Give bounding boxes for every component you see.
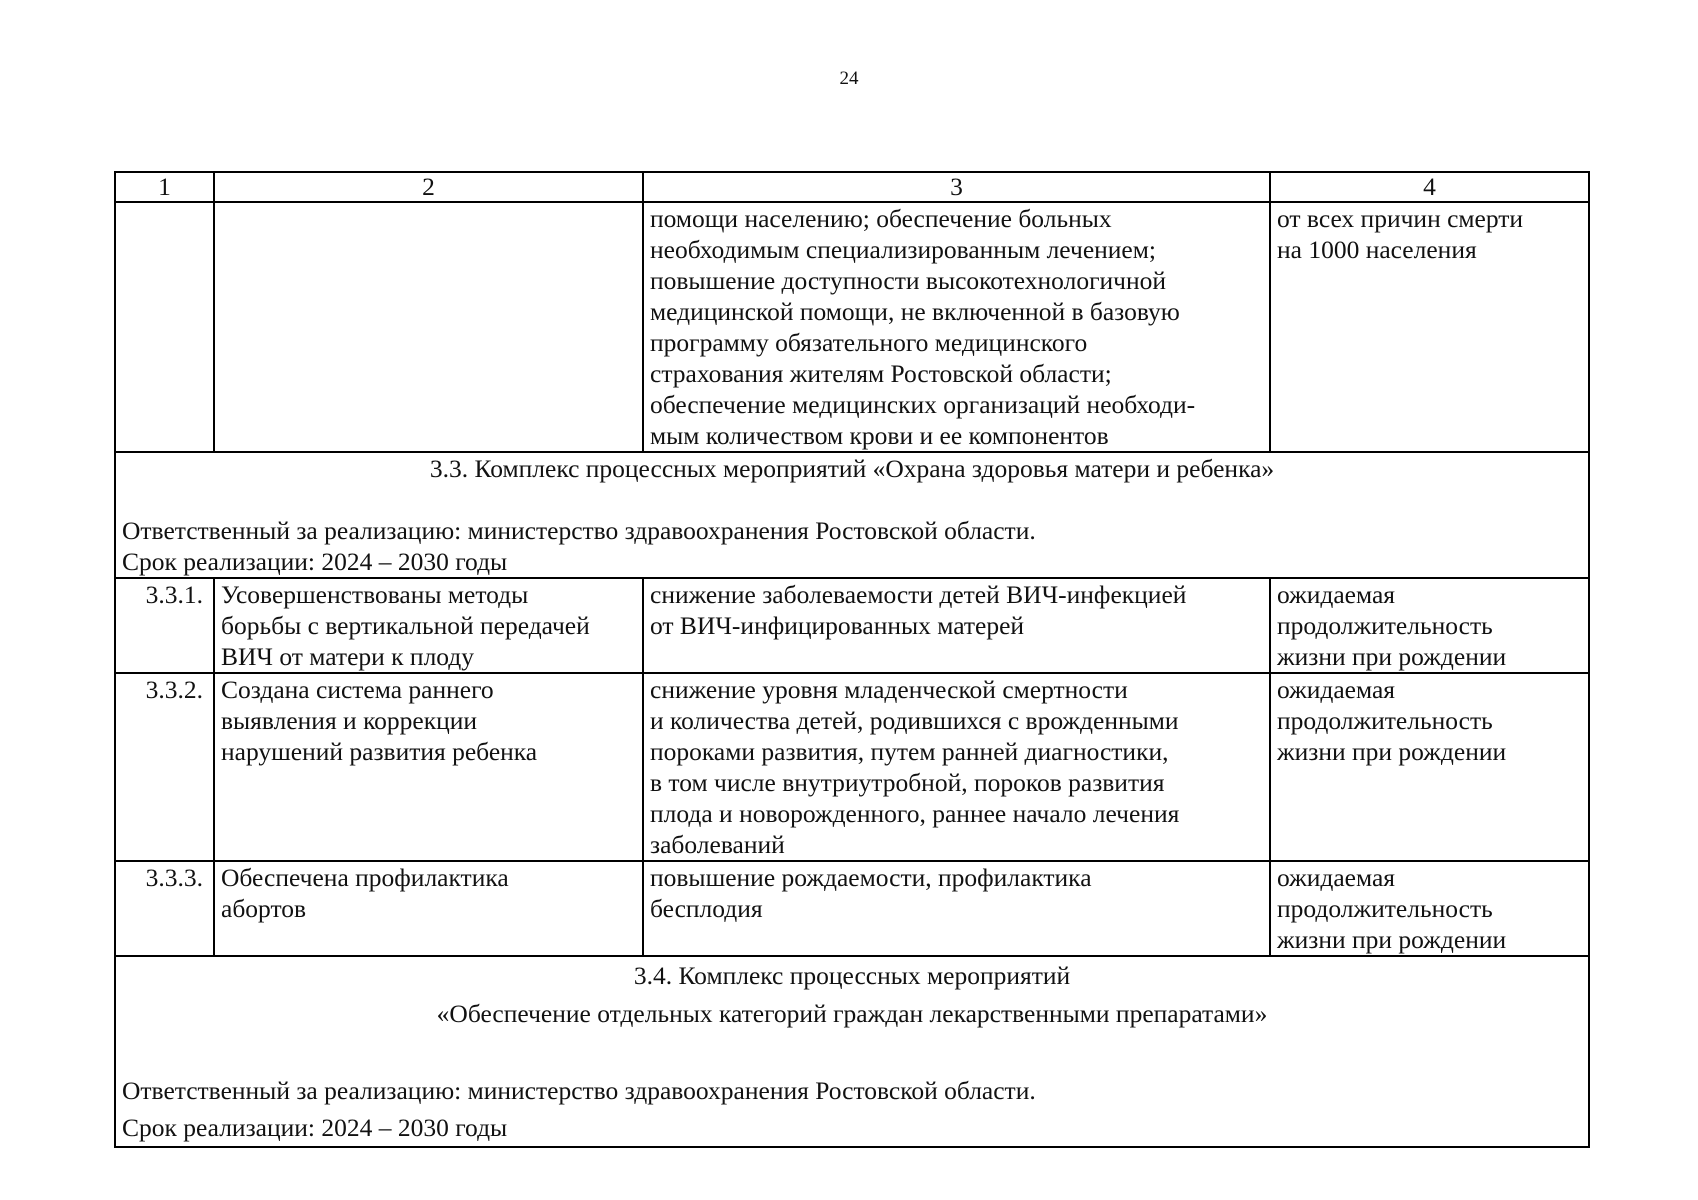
section-title: 3.4. Комплекс процессных мероприятий [633, 961, 1071, 990]
section-header-3-3 [115, 452, 1589, 578]
text-line: и количества детей, родившихся с врожденными [650, 706, 1179, 735]
section-subtitle: «Обеспечение отдельных категорий граждан лекарственными препаратами» [436, 999, 1268, 1028]
text-line: абортов [221, 894, 307, 923]
text-line: плода и новорожденного, раннее начало лечения [650, 799, 1180, 828]
text-line: ожидаемая [1277, 863, 1395, 892]
indicator-cell [1270, 578, 1589, 673]
table-row [115, 861, 1589, 956]
result-cell [214, 861, 643, 956]
text-line: борьбы с вертикальной передачей [221, 611, 590, 640]
description-cell [643, 861, 1270, 956]
text-line: заболеваний [650, 830, 785, 859]
column-number: 1 [115, 172, 214, 202]
text-line: программу обязательного медицинского [650, 328, 1088, 357]
responsible-text: Ответственный за реализацию: министерство здравоохранения Ростовской области. [122, 1076, 1036, 1105]
section-cell [115, 452, 1589, 578]
text-line: ожидаемая [1277, 580, 1395, 609]
text-line: снижение заболеваемости детей ВИЧ-инфекцией [650, 580, 1187, 609]
row-number: 3.3.1. [115, 578, 214, 673]
result-cell [214, 578, 643, 673]
text-line: от ВИЧ-инфицированных матерей [650, 611, 1025, 640]
text-line: повышение рождаемости, профилактика [650, 863, 1092, 892]
text-line: повышение доступности высокотехнологичной [650, 266, 1167, 295]
indicator-cell [1270, 673, 1589, 861]
indicator-cell [1270, 202, 1589, 452]
description-cell [643, 202, 1270, 452]
text-line: мым количеством крови и ее компонентов [650, 421, 1109, 450]
description-cell [643, 578, 1270, 673]
text-line: Усовершенствованы методы [221, 580, 529, 609]
text-line: ожидаемая [1277, 675, 1395, 704]
term-text: Срок реализации: 2024 – 2030 годы [122, 547, 508, 576]
section-title: 3.3. Комплекс процессных мероприятий «Охрана здоровья матери и ребенка» [429, 454, 1275, 483]
result-cell [214, 673, 643, 861]
section-cell [115, 956, 1589, 1147]
text-line: бесплодия [650, 894, 763, 923]
number-cell [115, 202, 214, 452]
text-line: жизни при рождении [1277, 642, 1507, 671]
row-number: 3.3.3. [115, 861, 214, 956]
responsible-text: Ответственный за реализацию: министерство здравоохранения Ростовской области. [122, 516, 1036, 545]
section-header-3-4 [115, 956, 1589, 1147]
text-line: нарушений развития ребенка [221, 737, 538, 766]
text-line: жизни при рождении [1277, 737, 1507, 766]
measures-table [114, 171, 1590, 1148]
text-line: помощи населению; обеспечение больных [650, 204, 1112, 233]
indicator-cell [1270, 861, 1589, 956]
column-number: 2 [214, 172, 643, 202]
result-cell [214, 202, 643, 452]
column-number: 3 [643, 172, 1270, 202]
text-line: обеспечение медицинских организаций необходи- [650, 390, 1196, 419]
column-number: 4 [1270, 172, 1589, 202]
text-line: ВИЧ от матери к плоду [221, 642, 475, 671]
text-line: в том числе внутриутробной, пороков развития [650, 768, 1165, 797]
text-line: продолжительность [1277, 611, 1493, 640]
text-line: Создана система раннего [221, 675, 494, 704]
page-number: 24 [839, 68, 859, 89]
column-number-row [115, 172, 1589, 202]
text-line: выявления и коррекции [221, 706, 478, 735]
text-line: медицинской помощи, не включенной в базовую [650, 297, 1180, 326]
continuation-row [115, 202, 1589, 452]
text-line: необходимым специализированным лечением; [650, 235, 1156, 264]
text-line: продолжительность [1277, 706, 1493, 735]
text-line: Обеспечена профилактика [221, 863, 509, 892]
table-row [115, 673, 1589, 861]
text-line: снижение уровня младенческой смертности [650, 675, 1128, 704]
text-line: страхования жителям Ростовской области; [650, 359, 1112, 388]
text-line: продолжительность [1277, 894, 1493, 923]
description-cell [643, 673, 1270, 861]
text-line: на 1000 населения [1277, 235, 1477, 264]
row-number: 3.3.2. [115, 673, 214, 861]
term-text: Срок реализации: 2024 – 2030 годы [122, 1113, 508, 1142]
text-line: пороками развития, путем ранней диагностики, [650, 737, 1169, 766]
table-row [115, 578, 1589, 673]
text-line: от всех причин смерти [1277, 204, 1524, 233]
text-line: жизни при рождении [1277, 925, 1507, 954]
